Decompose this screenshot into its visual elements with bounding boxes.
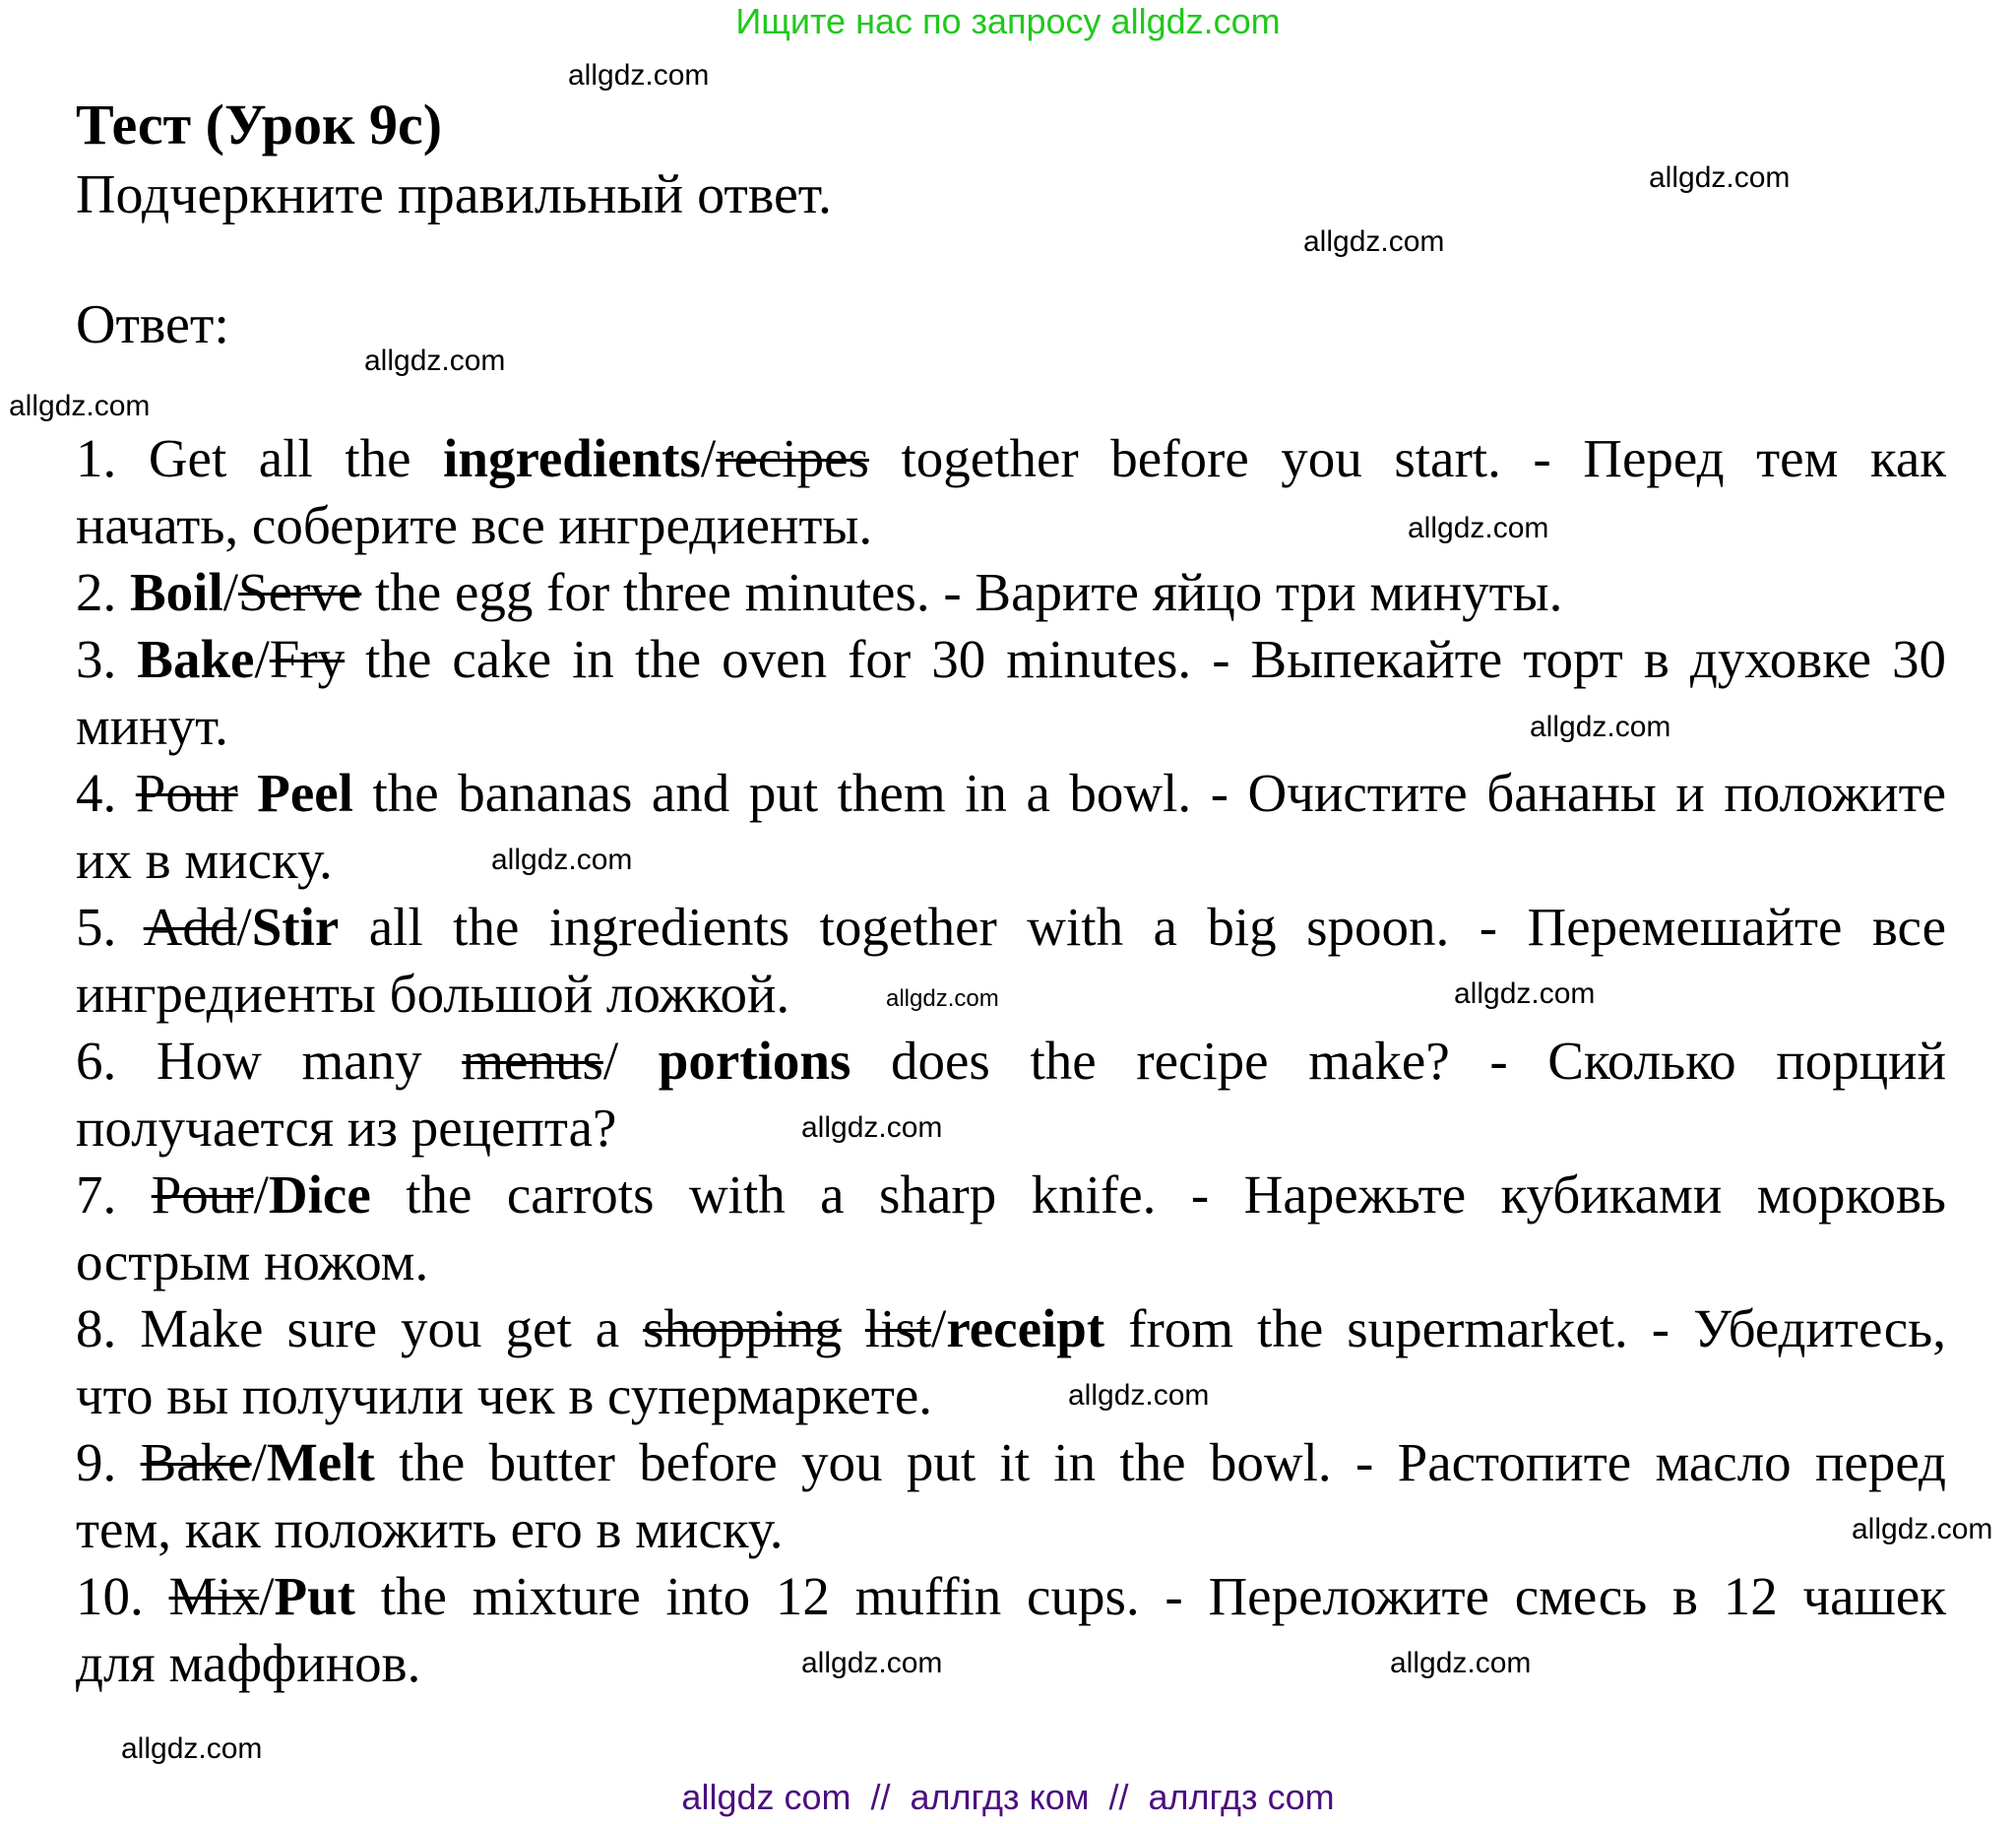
crossed-out-option: Pour [135, 763, 238, 823]
answer-list [76, 425, 1946, 1697]
instruction-text: Подчеркните правильный ответ. [76, 164, 833, 225]
sentence-text: / [259, 1566, 275, 1626]
sentence-text: 10. [76, 1566, 169, 1626]
sentence-text: тем, как положить его в миску. [76, 1499, 784, 1559]
watermark: allgdz.com [491, 844, 633, 876]
sentence-text: all the ingredients together with a big spoon. - Перемешайте все [339, 897, 1946, 957]
sentence-text: для маффинов. [76, 1633, 421, 1693]
sentence-text: / [222, 562, 239, 622]
answer-line [76, 492, 1946, 559]
sentence-text: 1. Get all the [76, 428, 444, 488]
sentence-text: does the recipe make? - Сколько порций [850, 1031, 1946, 1091]
correct-answer: Peel [257, 763, 353, 823]
sentence-text: together before you start. - Перед тем как [868, 428, 1946, 488]
watermark: allgdz.com [364, 345, 506, 377]
answer-line [76, 626, 1946, 693]
sentence-text: 2. [76, 562, 130, 622]
answer-line [76, 425, 1946, 492]
sentence-text: получается из рецепта? [76, 1098, 617, 1158]
footer-watermark: allgdz com // аллгдз ком // аллгдз com [681, 1777, 1335, 1817]
sentence-text: / [700, 428, 717, 488]
sentence-text: the mixture into 12 muffin cups. - Переложите смесь в 12 чашек [354, 1566, 1947, 1626]
crossed-out-option: Bake [140, 1432, 252, 1492]
crossed-out-option: Serve [238, 562, 362, 622]
answer-line [76, 559, 1946, 626]
correct-answer: Stir [251, 897, 340, 957]
sentence-text: ингредиенты большой ложкой. [76, 964, 790, 1024]
sentence-text: 6. How many [76, 1031, 463, 1091]
sentence-text: 7. [76, 1164, 152, 1225]
correct-answer: portions [658, 1031, 851, 1091]
watermark: allgdz.com [801, 1111, 943, 1144]
answer-line [76, 760, 1946, 827]
search-banner: Ищите нас по запросу allgdz.com [735, 1, 1281, 41]
answer-line [76, 1162, 1946, 1228]
sentence-text: их в миску. [76, 830, 333, 890]
watermark: allgdz.com [1390, 1647, 1532, 1679]
watermark: allgdz.com [1454, 977, 1596, 1010]
answer-line [76, 1630, 1946, 1697]
sentence-text: the bananas and put them in a bowl. - Очистите бананы и положите [352, 763, 1947, 823]
answer-item-10 [76, 1563, 1946, 1697]
answer-line [76, 1228, 1946, 1295]
sentence-text: / [931, 1298, 947, 1358]
crossed-out-option: recipes [716, 428, 869, 488]
answer-line [76, 894, 1946, 961]
page-title: Тест (Урок 9с) [76, 93, 443, 157]
correct-answer: Melt [266, 1432, 375, 1492]
correct-answer: receipt [946, 1298, 1105, 1358]
sentence-text: 3. [76, 629, 138, 689]
crossed-out-option: shopping [643, 1298, 842, 1358]
answer-item-7 [76, 1162, 1946, 1295]
crossed-out-option: Fry [269, 629, 346, 689]
sentence-text: the butter before you put it in the bowl. - Растопите масло перед [374, 1432, 1946, 1492]
watermark: allgdz.com [1852, 1513, 1993, 1545]
crossed-out-option: list [864, 1298, 932, 1358]
watermark: allgdz.com [1068, 1379, 1210, 1412]
crossed-out-option: menus [462, 1031, 603, 1091]
watermark: allgdz.com [9, 390, 151, 422]
answer-item-2 [76, 559, 1946, 626]
answer-item-9 [76, 1429, 1946, 1563]
answer-line [76, 1362, 1946, 1429]
sentence-text: минут. [76, 696, 228, 756]
answer-line [76, 1295, 1946, 1362]
answer-line [76, 1028, 1946, 1095]
sentence-text: 8. Make sure you get a [76, 1298, 644, 1358]
answer-item-8 [76, 1295, 1946, 1429]
sentence-text: / [254, 629, 270, 689]
sentence-text: / [253, 1164, 269, 1225]
answer-line [76, 827, 1946, 894]
watermark: allgdz.com [1303, 225, 1445, 258]
correct-answer: Bake [137, 629, 255, 689]
sentence-text: / [602, 1031, 659, 1091]
sentence-text: 9. [76, 1432, 141, 1492]
correct-answer: Boil [130, 562, 223, 622]
sentence-text: 4. [76, 763, 136, 823]
crossed-out-option: Add [143, 897, 237, 957]
sentence-text: что вы получили чек в супермаркете. [76, 1365, 933, 1425]
watermark: allgdz.com [1530, 711, 1671, 743]
watermark: allgdz.com [1408, 512, 1549, 544]
sentence-text [238, 763, 258, 823]
sentence-text: 5. [76, 897, 144, 957]
answer-line [76, 1563, 1946, 1630]
sentence-text: the egg for three minutes. - Варите яйцо три минуты. [361, 562, 1563, 622]
crossed-out-option: Mix [168, 1566, 260, 1626]
answer-item-5 [76, 894, 1946, 1028]
watermark: allgdz.com [121, 1732, 263, 1765]
sentence-text: начать, соберите все ингредиенты. [76, 495, 873, 555]
crossed-out-option: Pour [151, 1164, 254, 1225]
sentence-text [842, 1298, 865, 1358]
sentence-text: острым ножом. [76, 1231, 429, 1291]
sentence-text: / [236, 897, 252, 957]
sentence-text: the carrots with a sharp knife. - Нарежьте кубиками морковь [370, 1164, 1947, 1225]
answer-item-6 [76, 1028, 1946, 1162]
watermark: allgdz.com [568, 59, 710, 92]
correct-answer: ingredients [443, 428, 701, 488]
answer-line [76, 961, 1946, 1028]
sentence-text: the cake in the oven for 30 minutes. - Выпекайте торт в духовке 30 [345, 629, 1947, 689]
watermark: allgdz.com [1649, 161, 1791, 194]
answer-line [76, 1429, 1946, 1496]
answer-label: Ответ: [76, 294, 229, 355]
correct-answer: Dice [268, 1164, 371, 1225]
watermark: allgdz.com [801, 1647, 943, 1679]
answer-line [76, 1095, 1946, 1162]
sentence-text: / [251, 1432, 267, 1492]
watermark: allgdz.com [886, 985, 999, 1012]
answer-item-1 [76, 425, 1946, 559]
answer-item-4 [76, 760, 1946, 894]
sentence-text: from the supermarket. - Убедитесь, [1104, 1298, 1946, 1358]
correct-answer: Put [274, 1566, 355, 1626]
answer-line [76, 1496, 1946, 1563]
